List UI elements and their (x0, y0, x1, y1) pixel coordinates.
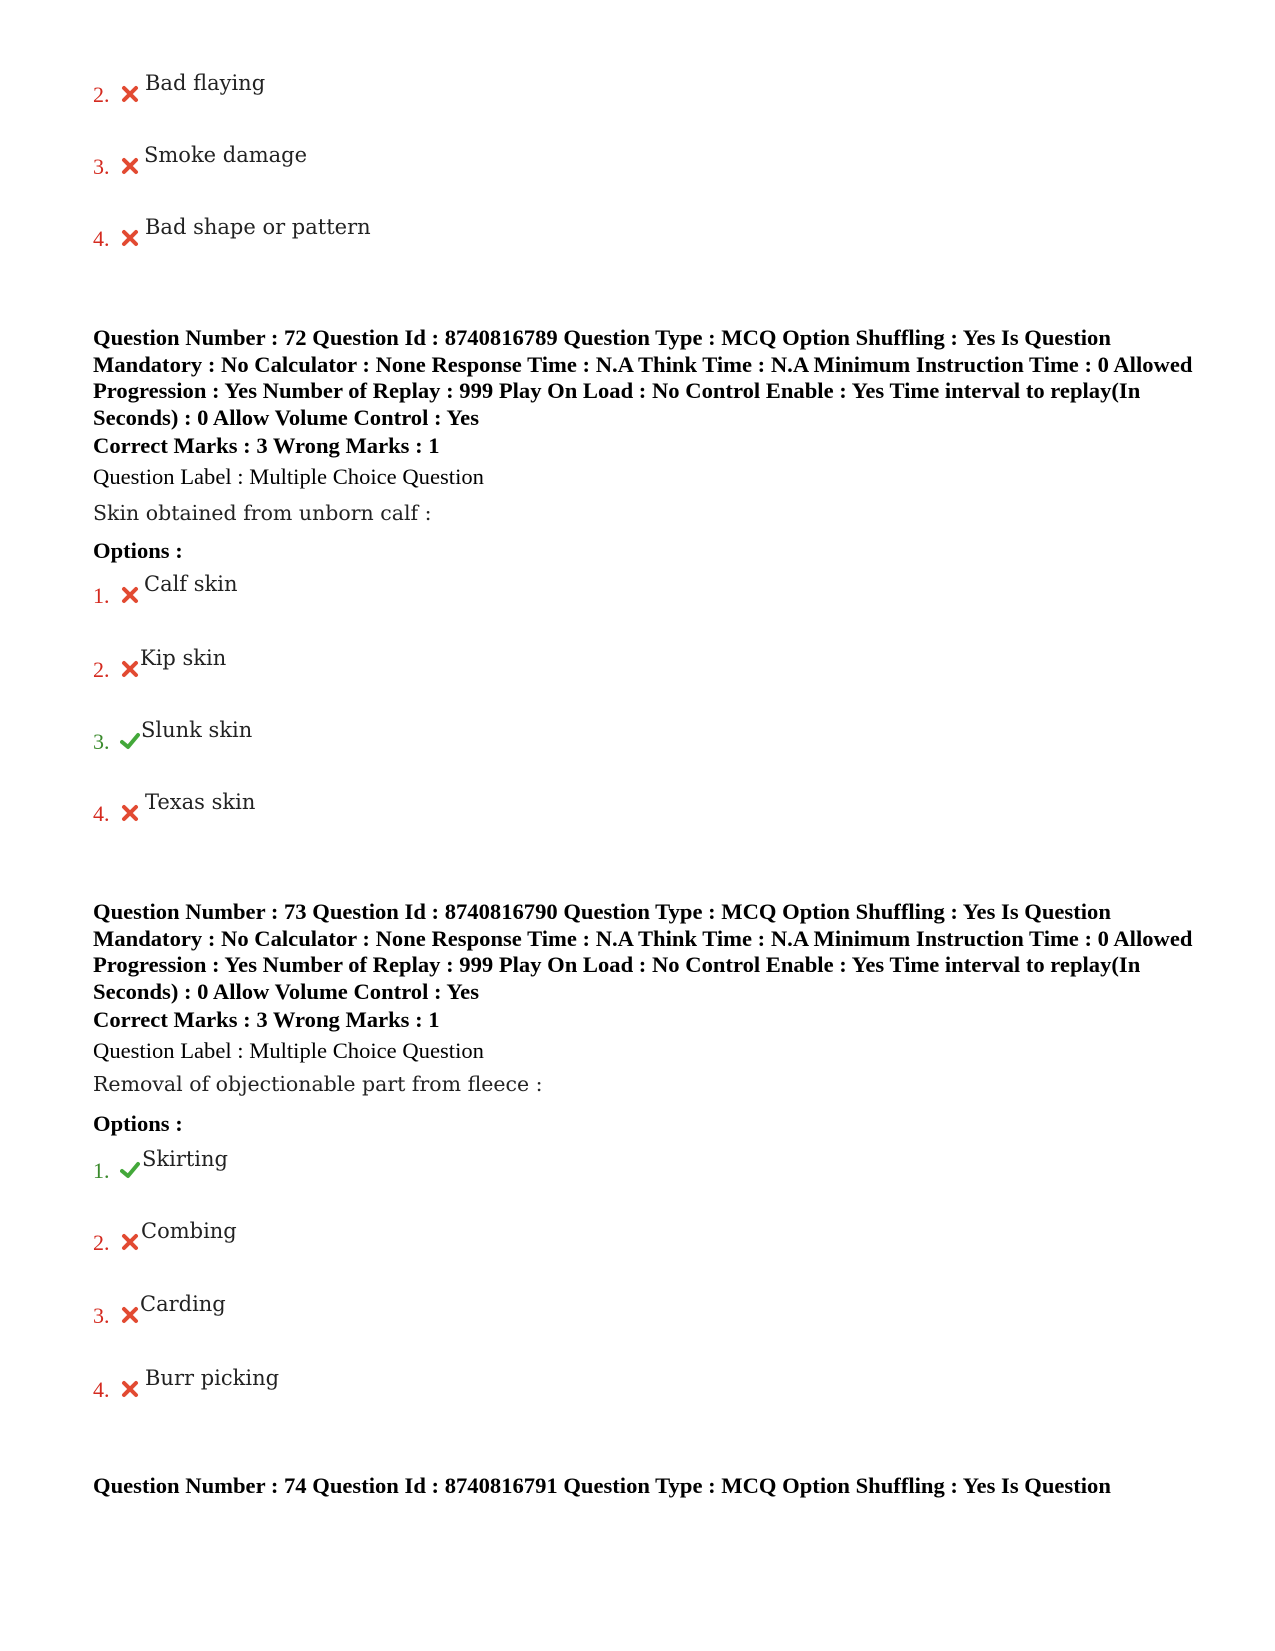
question-meta-73: Question Number : 73 Question Id : 8740816790 Question Type : MCQ Option Shuffling : Yes Is Question Mandatory : No Calculator : None Response Time : N.A Think Time : N.A Minimum Instruction Time : 0 Allowed Progression : Yes Number of Replay : 999 Play On Load : No Control Enable : Yes Time interval to replay(In Seconds) : 0 Allow Volume Control : Yes (93, 899, 1193, 1004)
cross-icon (120, 585, 140, 605)
option-text: Kip skin (140, 646, 227, 670)
option-text: Skirting (142, 1147, 228, 1171)
option-text: Slunk skin (141, 718, 253, 742)
question-meta-74: Question Number : 74 Question Id : 8740816791 Question Type : MCQ Option Shuffling : Yes Is Question (93, 1473, 1111, 1498)
option-number: 2. (93, 1230, 110, 1255)
option-number: 3. (93, 154, 110, 179)
option-text: Carding (140, 1292, 226, 1316)
cross-icon (120, 803, 140, 823)
cross-icon (120, 156, 140, 176)
cross-icon (120, 84, 140, 104)
option-text: Combing (141, 1219, 237, 1243)
option-text: Calf skin (144, 572, 238, 596)
question-marks-73: Correct Marks : 3 Wrong Marks : 1 (93, 1007, 440, 1032)
option-number: 3. (93, 729, 110, 754)
options-heading-72: Options : (93, 538, 183, 563)
option-text: Smoke damage (144, 143, 308, 167)
option-text: Burr picking (145, 1366, 280, 1390)
option-number: 1. (93, 583, 110, 608)
option-text: Texas skin (145, 790, 256, 814)
option-text: Bad shape or pattern (145, 215, 371, 239)
option-number: 4. (93, 1377, 110, 1402)
option-number: 2. (93, 657, 110, 682)
question-meta-72: Question Number : 72 Question Id : 8740816789 Question Type : MCQ Option Shuffling : Yes Is Question Mandatory : No Calculator : None Response Time : N.A Think Time : N.A Minimum Instruction Time : 0 Allowed Progression : Yes Number of Replay : 999 Play On Load : No Control Enable : Yes Time interval to replay(In Seconds) : 0 Allow Volume Control : Yes (93, 325, 1193, 430)
options-heading-73: Options : (93, 1111, 183, 1136)
checkmark-icon (120, 731, 140, 751)
question-label-72: Question Label : Multiple Choice Question (93, 464, 484, 489)
cross-icon (120, 228, 140, 248)
option-number: 2. (93, 82, 110, 107)
option-number: 4. (93, 226, 110, 251)
option-number: 3. (93, 1303, 110, 1328)
cross-icon (120, 1305, 140, 1325)
cross-icon (120, 1379, 140, 1399)
question-text-72: Skin obtained from unborn calf : (93, 501, 432, 525)
checkmark-icon (120, 1160, 140, 1180)
question-text-73: Removal of objectionable part from fleece : (93, 1072, 543, 1096)
option-number: 1. (93, 1158, 110, 1183)
cross-icon (120, 1232, 140, 1252)
option-number: 4. (93, 801, 110, 826)
cross-icon (120, 659, 140, 679)
question-marks-72: Correct Marks : 3 Wrong Marks : 1 (93, 433, 440, 458)
option-text: Bad flaying (145, 71, 266, 95)
question-label-73: Question Label : Multiple Choice Question (93, 1038, 484, 1063)
